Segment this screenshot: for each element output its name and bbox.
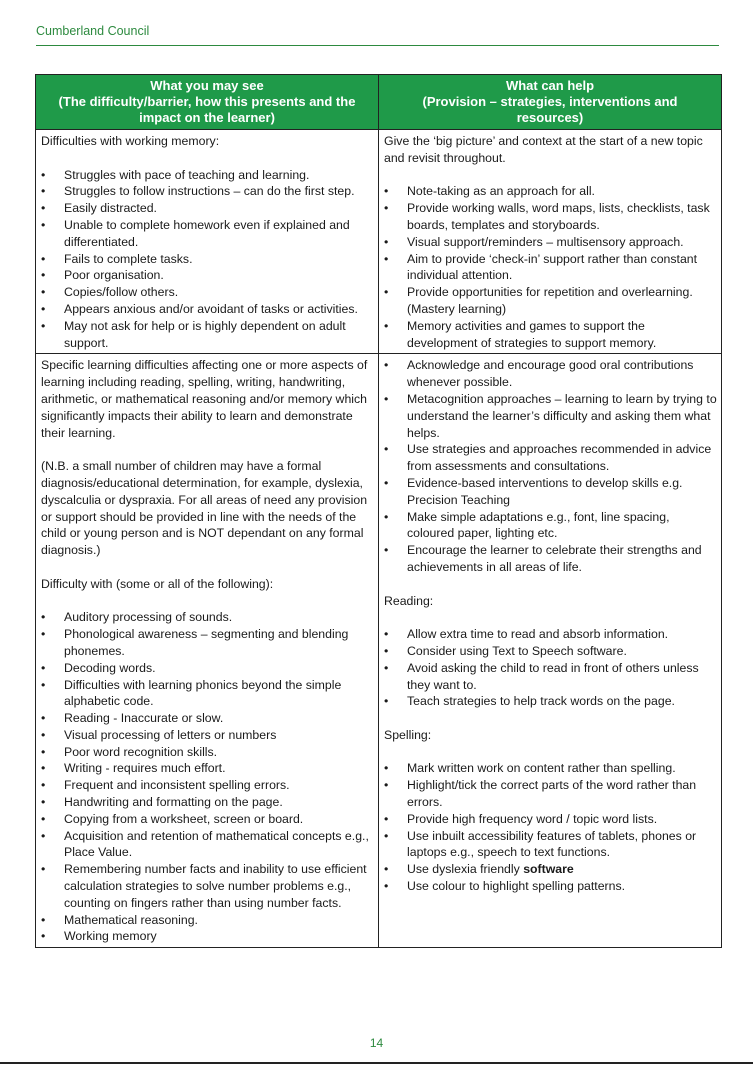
cell-working-memory-help [379,130,722,354]
list-item: • Make simple adaptations e.g., font, line spacing, coloured paper, lighting etc. [384,509,717,543]
list-item: • Provide opportunities for repetition and overlearning. (Mastery learning) [384,284,717,318]
list-item: • Aim to provide ‘check-in’ support rather than constant individual attention. [384,251,717,285]
list-item: • Appears anxious and/or avoidant of tasks or activities. [41,301,374,318]
list-item: • Use colour to highlight spelling patterns. [384,878,717,895]
header-line: What you may see [150,78,264,93]
list-item: • Poor word recognition skills. [41,744,374,761]
list-item: • Evidence-based interventions to develop skills e.g. Precision Teaching [384,475,717,509]
list-item: • Remembering number facts and inability to use efficient calculation strategies to solve number problems e.g., counting on fingers rather than using number facts. [41,861,374,911]
header-line: resources) [516,110,584,125]
list-item: • Working memory [41,928,374,945]
list-item: • Consider using Text to Speech software. [384,643,717,660]
page-number: 14 [369,1036,384,1050]
list-item: • Visual support/reminders – multisensory approach. [384,234,717,251]
column-header-what-can-help [379,75,722,130]
reading-heading: Reading: [384,593,434,608]
table-row-working-memory [36,130,722,354]
list-item: • Metacognition approaches – learning to learn by trying to understand the learner’s difficulty and asking them what helps. [384,391,717,441]
difficulty-list [41,167,374,352]
list-item: • Difficulties with learning phonics beyond the simple alphabetic code. [41,677,374,711]
table-header-row [36,75,722,130]
list-item: • Allow extra time to read and absorb information. [384,626,717,643]
list-item [384,861,717,878]
list-item: • Easily distracted. [41,200,374,217]
list-item: • May not ask for help or is highly dependent on adult support. [41,318,374,352]
cell-intro: Difficulties with working memory: [41,134,220,148]
list-item: • Copies/follow others. [41,284,374,301]
help-list [384,357,717,575]
list-item: • Avoid asking the child to read in front of others unless they want to. [384,660,717,694]
list-item: • Acquisition and retention of mathematical concepts e.g., Place Value. [41,828,374,862]
software-emphasis: software [523,862,574,877]
list-item: • Note-taking as an approach for all. [384,183,717,200]
header-line: (Provision – strategies, interventions and [422,94,678,109]
diagnosis-note: (N.B. a small number of children may have a formal diagnosis/educational determination, for example, dyslexia, dyscalculia or dyspraxia. For all areas of need any provision or support should be provided in line with the needs of the child or young person and is NOT dependant on any formal diagnosis.) [41,459,368,558]
help-list [384,183,717,351]
list-item: • Mark written work on content rather than spelling. [384,760,717,777]
software-prefix: Use dyslexia friendly [407,862,520,877]
support-table [35,74,722,948]
list-item: • Struggles with pace of teaching and learning. [41,167,374,184]
header-line: (The difficulty/barrier, how this presents and the [58,94,356,109]
list-item: • Visual processing of letters or numbers [41,727,374,744]
header-divider [36,45,719,46]
bottom-edge-rule [0,1062,753,1064]
list-item: • Handwriting and formatting on the page. [41,794,374,811]
list-item: • Provide working walls, word maps, lists, checklists, task boards, templates and storyboards. [384,200,717,234]
list-item: • Unable to complete homework even if explained and differentiated. [41,217,374,251]
column-header-what-you-may-see [36,75,379,130]
organisation-header: Cumberland Council [36,24,150,38]
list-item: • Decoding words. [41,660,374,677]
cell-intro: Give the ‘big picture’ and context at the start of a new topic and revisit throughout. [384,134,703,165]
difficulty-list [41,609,374,945]
list-item: • Highlight/tick the correct parts of the word rather than errors. [384,777,717,811]
list-item: • Memory activities and games to support the development of strategies to support memory. [384,318,717,352]
list-item: • Copying from a worksheet, screen or board. [41,811,374,828]
list-item: • Use strategies and approaches recommended in advice from assessments and consultations. [384,441,717,475]
cell-working-memory-difficulties [36,130,379,354]
header-line: impact on the learner) [139,110,275,125]
list-item: • Reading - Inaccurate or slow. [41,710,374,727]
list-item: • Mathematical reasoning. [41,912,374,929]
difficulty-intro: Difficulty with (some or all of the following): [41,576,274,591]
spelling-heading: Spelling: [384,727,432,742]
list-item: • Frequent and inconsistent spelling errors. [41,777,374,794]
cell-specific-learning-difficulties [36,354,379,948]
list-item: • Acknowledge and encourage good oral contributions whenever possible. [384,357,717,391]
list-item: • Provide high frequency word / topic word lists. [384,811,717,828]
cell-specific-learning-help [379,354,722,948]
list-item: • Auditory processing of sounds. [41,609,374,626]
table-row-specific-learning [36,354,722,948]
reading-list [384,626,717,710]
list-item: • Teach strategies to help track words on the page. [384,693,717,710]
list-item: • Poor organisation. [41,267,374,284]
list-item: • Use inbuilt accessibility features of tablets, phones or laptops e.g., speech to text functions. [384,828,717,862]
header-line: What can help [505,78,595,93]
list-item: • Fails to complete tasks. [41,251,374,268]
cell-intro: Specific learning difficulties affecting one or more aspects of learning including reading, spelling, writing, handwriting, arithmetic, or mathematical reasoning and/or memory which significantly impacts their ability to learn and demonstrate their learning. [41,358,368,440]
spelling-list [384,760,717,894]
list-item: • Struggles to follow instructions – can do the first step. [41,183,374,200]
list-item: • Phonological awareness – segmenting and blending phonemes. [41,626,374,660]
list-item: • Writing - requires much effort. [41,760,374,777]
list-item: • Encourage the learner to celebrate their strengths and achievements in all areas of life. [384,542,717,576]
